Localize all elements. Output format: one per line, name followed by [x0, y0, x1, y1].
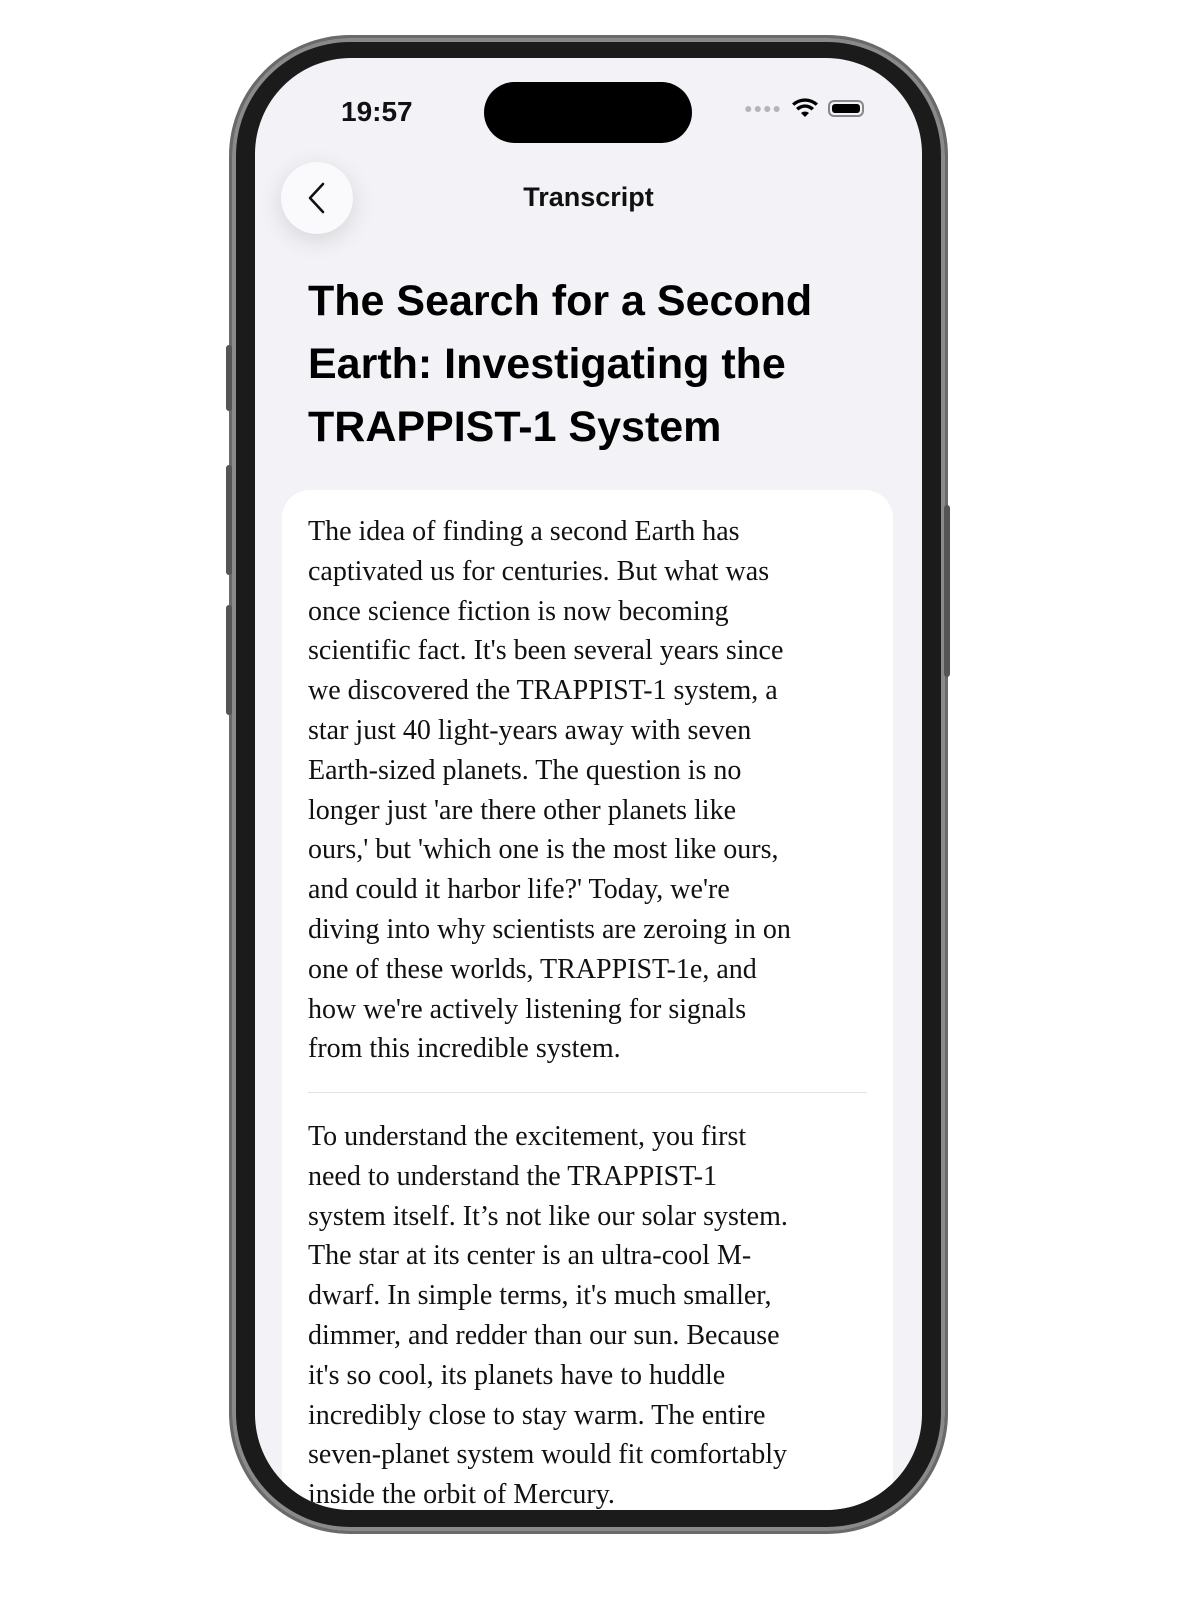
- transcript-line: system itself. It’s not like our solar system.: [308, 1200, 788, 1232]
- wifi-icon: [792, 98, 818, 118]
- transcript-line: To understand the excitement, you first: [308, 1121, 747, 1152]
- transcript-line: and could it harbor life?' Today, we're: [308, 874, 730, 906]
- transcript-line: seven-planet system would fit comfortably: [308, 1439, 787, 1471]
- transcript-paragraph: [308, 1117, 788, 1510]
- nav-title: Transcript: [523, 182, 654, 212]
- transcript-line: how we're actively listening for signals: [308, 993, 747, 1025]
- transcript-line: captivated us for centuries. But what was: [308, 555, 770, 587]
- transcript-card: [282, 490, 893, 1510]
- title-line: The Search for a Second: [308, 277, 813, 325]
- transcript-line: diving into why scientists are zeroing in on: [308, 913, 791, 945]
- action-button: [226, 345, 232, 411]
- transcript-paragraph: [308, 512, 791, 1069]
- transcript-line: inside the orbit of Mercury.: [308, 1479, 615, 1510]
- title-line: Earth: Investigating the: [308, 340, 786, 388]
- transcript-line: we discovered the TRAPPIST-1 system, a: [308, 675, 778, 707]
- screen: [255, 58, 922, 1510]
- transcript-line: one of these worlds, TRAPPIST-1e, and: [308, 953, 757, 985]
- status-time: 19:57: [341, 96, 413, 127]
- transcript-line: ours,' but 'which one is the most like ours,: [308, 834, 779, 866]
- transcript-line: The star at its center is an ultra-cool M-: [308, 1240, 752, 1272]
- transcript-line: need to understand the TRAPPIST-1: [308, 1160, 718, 1192]
- transcript-line: longer just 'are there other planets like: [308, 794, 736, 826]
- paragraph-divider: [308, 1092, 867, 1093]
- transcript-line: star just 40 light-years away with seven: [308, 714, 752, 746]
- signal-dots-icon: ●●●●: [744, 100, 782, 116]
- status-icons: [744, 98, 864, 118]
- dynamic-island: [484, 82, 692, 143]
- transcript-line: scientific fact. It's been several years since: [308, 635, 784, 667]
- title-line: TRAPPIST-1 System: [308, 403, 722, 451]
- volume-up-button: [226, 465, 232, 575]
- volume-down-button: [226, 605, 232, 715]
- transcript-line: from this incredible system.: [308, 1033, 621, 1065]
- power-button: [944, 505, 950, 677]
- transcript-line: dwarf. In simple terms, it's much smaller,: [308, 1280, 772, 1312]
- transcript-line: Earth-sized planets. The question is no: [308, 754, 742, 786]
- battery-icon: [828, 100, 864, 117]
- transcript-line: The idea of finding a second Earth has: [308, 516, 740, 547]
- transcript-line: once science fiction is now becoming: [308, 595, 729, 627]
- article-title: [308, 270, 888, 459]
- transcript-line: it's so cool, its planets have to huddle: [308, 1359, 726, 1391]
- transcript-line: incredibly close to stay warm. The entire: [308, 1399, 766, 1431]
- transcript-line: dimmer, and redder than our sun. Because: [308, 1319, 780, 1351]
